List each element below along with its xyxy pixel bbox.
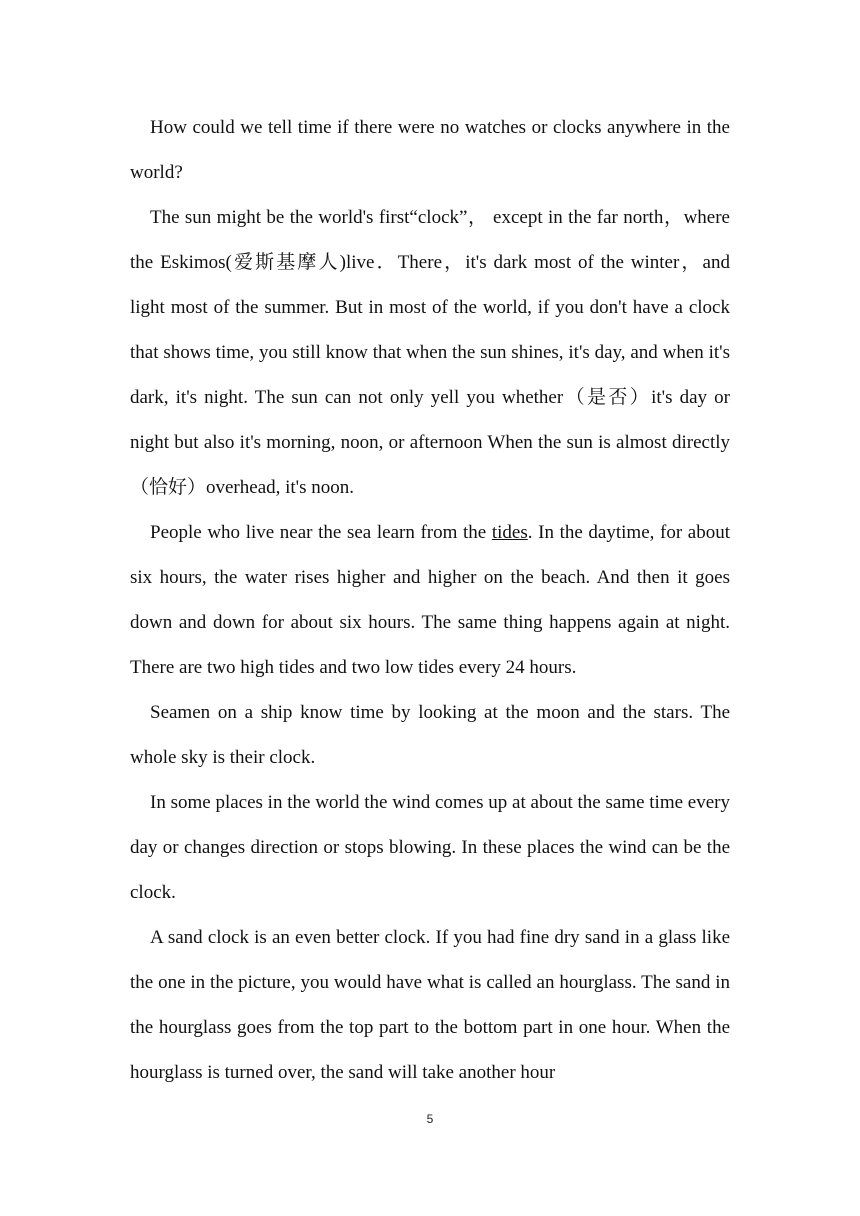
page-number: 5 [426,1112,434,1126]
article-body [130,105,730,1095]
paragraph-5: In some places in the world the wind comes up at about the same time every day or changes direction or stops blowing. In these places the wind can be the clock. [130,792,730,903]
paragraph-6: A sand clock is an even better clock. If you had fine dry sand in a glass like the one in the picture, you would have what is called an hourglass. The sand in the hourglass goes from the top part to the bottom part in one hour. When the hourglass is turned over, the sand will take another hour [130,927,730,1083]
paragraph-1: How could we tell time if there were no watches or clocks anywhere in the world? [130,117,730,183]
underlined-word-tides: tides [491,522,528,543]
paragraph-2: The sun might be the world's first“clock”， except in the far north，where the Eskimos(爱斯基摩人)live．There，it's dark most of the winter，and light most of the summer. But in most of the world, if you don't have a clock that shows time, you still know that when the sun shines, it's day, and when it's dark, it's night. The sun can not only yell you whether（是否）it's day or night but also it's morning, noon, or afternoon When the sun is almost directly（恰好）overhead, it's noon. [130,207,730,498]
paragraph-3 [130,510,730,690]
paragraph-3-before: People who live near the sea learn from the [150,522,492,543]
paragraph-3-after: . In the daytime, for about six hours, the water rises higher and higher on the beach. And then it goes down and down for about six hours. The same thing happens again at night. There are two high tides and two low tides every 24 hours. [130,522,730,678]
paragraph-4: Seamen on a ship know time by looking at the moon and the stars. The whole sky is their clock. [130,702,730,768]
